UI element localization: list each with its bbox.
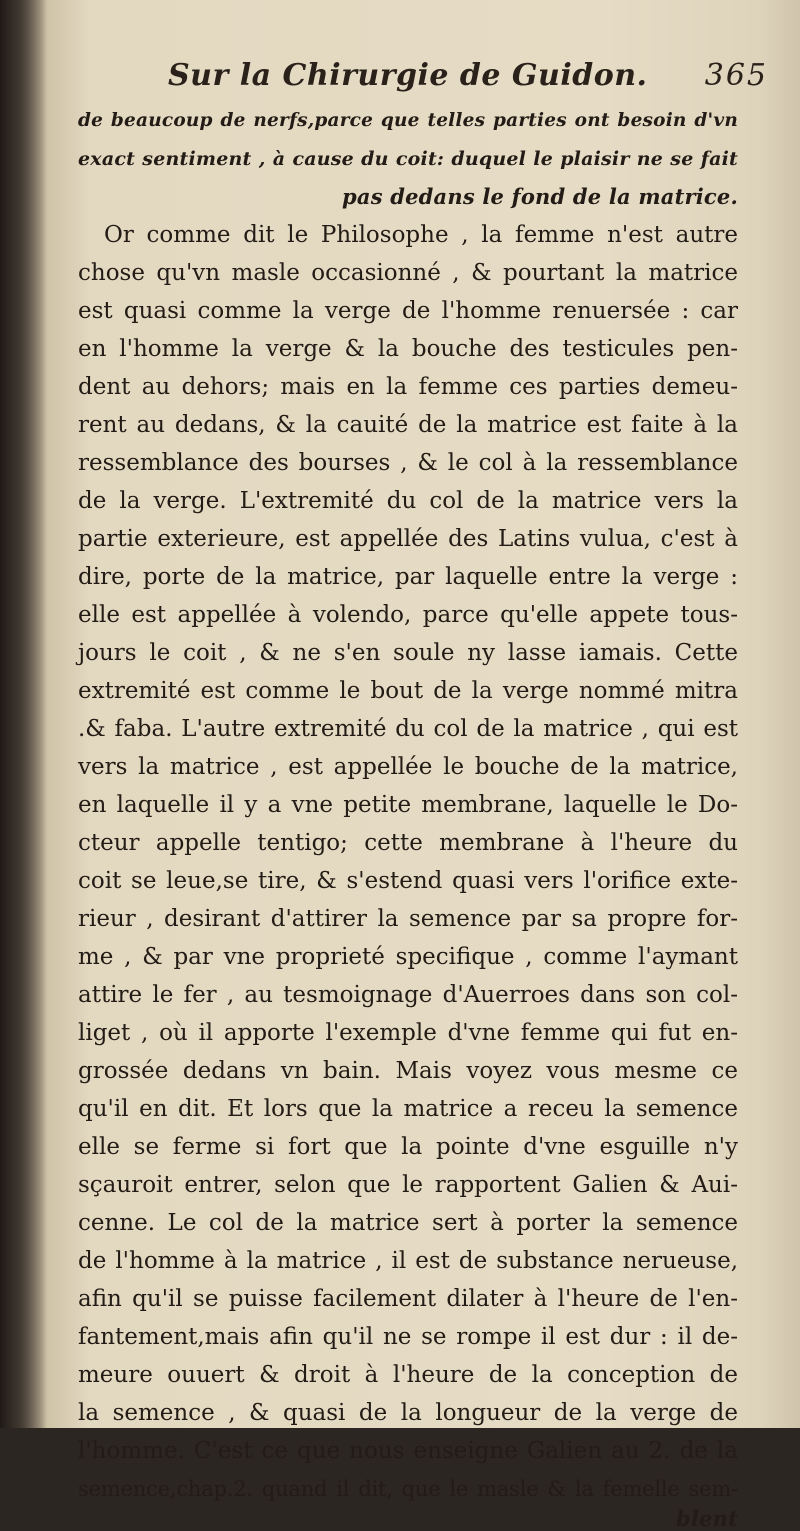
text-line: sçauroit entrer, selon que le rapportent Galien & Aui- bbox=[78, 1172, 738, 1198]
text-line: elle est appellée à volendo, parce qu'elle appete tous- bbox=[78, 602, 738, 628]
text-line: cenne. Le col de la matrice sert à porter la semence bbox=[78, 1210, 738, 1236]
text-line: attire le fer , au tesmoignage d'Auerroes dans son col- bbox=[78, 982, 738, 1008]
text-line: de beaucoup de nerfs,parce que telles parties ont besoin d'vn bbox=[78, 110, 738, 131]
text-line: rent au dedans, & la cauité de la matrice est faite à la bbox=[78, 412, 738, 438]
text-line: vers la matrice , est appellée le bouche de la matrice, bbox=[78, 754, 738, 780]
text-line: en laquelle il y a vne petite membrane, laquelle le Do- bbox=[78, 792, 738, 818]
text-line: jours le coit , & ne s'en soule ny lasse iamais. Cette bbox=[78, 640, 738, 666]
text-line: .& faba. L'autre extremité du col de la matrice , qui est bbox=[78, 716, 738, 742]
text-line: grossée dedans vn bain. Mais voyez vous mesme ce bbox=[78, 1058, 738, 1084]
text-line: de la verge. L'extremité du col de la matrice vers la bbox=[78, 488, 738, 514]
text-line: elle se ferme si fort que la pointe d'vne esguille n'y bbox=[78, 1134, 738, 1160]
page-header bbox=[168, 58, 768, 102]
text-line: rieur , desirant d'attirer la semence par sa propre for- bbox=[78, 906, 738, 932]
text-line: meure ouuert & droit à l'heure de la conception de bbox=[78, 1362, 738, 1388]
text-line: pas dedans le fond de la matrice. bbox=[342, 184, 738, 209]
text-line: dire, porte de la matrice, par laquelle entre la verge : bbox=[78, 564, 738, 590]
text-line: l'homme. C'est ce que nous enseigne Galien au 2. de la bbox=[78, 1438, 738, 1464]
text-line: fantement,mais afin qu'il ne se rompe il est dur : il de- bbox=[78, 1324, 738, 1350]
text-line: de l'homme à la matrice , il est de substance nerueuse, bbox=[78, 1248, 738, 1274]
text-line: est quasi comme la verge de l'homme renuersée : car bbox=[78, 298, 738, 324]
text-line: cteur appelle tentigo; cette membrane à l'heure du bbox=[78, 830, 738, 856]
text-line: la semence , & quasi de la longueur de la verge de bbox=[78, 1400, 738, 1426]
text-line: liget , où il apporte l'exemple d'vne femme qui fut en- bbox=[78, 1020, 738, 1046]
text-line: exact sentiment , à cause du coit: duquel le plaisir ne se fait bbox=[78, 148, 738, 170]
text-line: me , & par vne proprieté specifique , comme l'aymant bbox=[78, 944, 738, 970]
catchword: blent bbox=[676, 1506, 738, 1531]
text-line: chose qu'vn masle occasionné , & pourtant la matrice bbox=[78, 260, 738, 286]
text-line: qu'il en dit. Et lors que la matrice a receu la semence bbox=[78, 1096, 738, 1122]
running-title: Sur la Chirurgie de Guidon. bbox=[168, 58, 648, 93]
text-line: semence,chap.2. quand il dit, que le masle & la femelle sem- bbox=[78, 1477, 738, 1501]
text-line: Or comme dit le Philosophe , la femme n'est autre bbox=[104, 222, 738, 248]
text-line: en l'homme la verge & la bouche des testicules pen- bbox=[78, 336, 738, 362]
text-line: coit se leue,se tire, & s'estend quasi vers l'orifice exte- bbox=[78, 868, 738, 894]
text-line: ressemblance des bourses , & le col à la ressemblance bbox=[78, 450, 738, 476]
text-line: dent au dehors; mais en la femme ces parties demeu- bbox=[78, 374, 738, 400]
page-gutter bbox=[0, 0, 46, 1428]
text-line: partie exterieure, est appellée des Latins vulua, c'est à bbox=[78, 526, 738, 552]
text-line: afin qu'il se puisse facilement dilater à l'heure de l'en- bbox=[78, 1286, 738, 1312]
page-number: 365 bbox=[704, 58, 768, 93]
text-line: extremité est comme le bout de la verge nommé mitra bbox=[78, 678, 738, 704]
